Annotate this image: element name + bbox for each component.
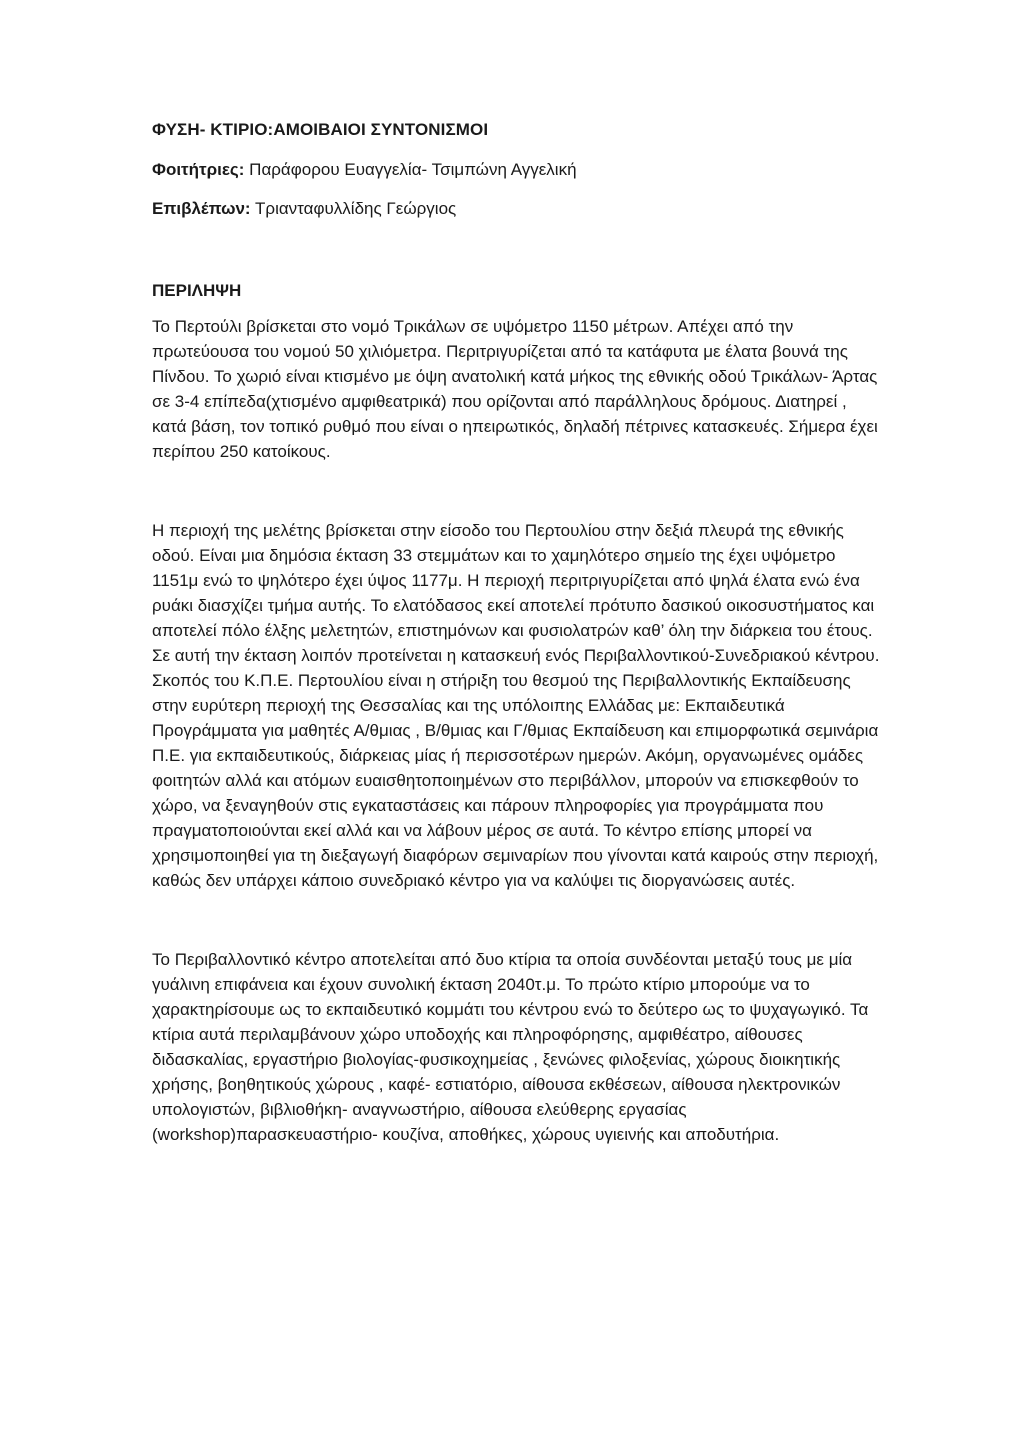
supervisor-line [152,199,882,219]
paragraph-purpose: Σκοπός του Κ.Π.Ε. Περτουλίου είναι η στήριξη του θεσμού της Περιβαλλοντικής Εκπαίδευσης στην ευρύτερη περιοχή της Θεσσαλίας και της υπόλοιπης Ελλάδας με: Εκπαιδευτικά Προγράμματα για μαθητές Α/θμιας , Β/θμιας και Γ/θμιας Εκπαίδευση και επιμορφωτικά σεμινάρια Π.Ε. για εκπαιδευτικούς, διάρκειας μίας ή περισσοτέρων ημερών. Ακόμη, οργανωμένες ομάδες φοιτητών αλλά και ατόμων ευαισθητοποιημένων στο περιβάλλον, μπορούν να επισκεφθούν το χώρο, να ξεναγηθούν στις εγκαταστάσεις και πάρουν πληροφορίες για προγράμματα που πραγματοποιούνται εκεί αλλά και να λάβουν μέρος σε αυτά. Το κέντρο επίσης μπορεί να χρησιμοποιηθεί για τη διεξαγωγή διαφόρων σεμιναρίων που γίνονται κατά καιρούς στην περιοχή, καθώς δεν υπάρχει κάποιο συνεδριακό κέντρο για να καλύψει τις διοργανώσεις αυτές. [152,671,879,890]
paragraph-buildings: Το Περιβαλλοντικό κέντρο αποτελείται από δυο κτίρια τα οποία συνδέονται μεταξύ τους με μία γυάλινη επιφάνεια και έχουν συνολική έκταση 2040τ.μ. Το πρώτο κτίριο μπορούμε να το χαρακτηρίσουμε ως το εκπαιδευτικό κομμάτι του κέντρου ενώ το δεύτερο ως το ψυχαγωγικό. Τα κτίρια αυτά περιλαμβάνουν χώρο υποδοχής και πληροφόρησης, αμφιθέατρο, αίθουσες διδασκαλίας, εργαστήριο βιολογίας-φυσικοχημείας , ξενώνες φιλοξενίας, χώρους διοικητικής χρήσης, βοηθητικούς χώρους , καφέ- εστιατόριο, αίθουσα εκθέσεων, αίθουσα ηλεκτρονικών υπολογιστών, βιβλιοθήκη- αναγνωστήριο, αίθουσα ελεύθερης εργασίας (workshop)παρασκευαστήριο- κουζίνα, αποθήκες, χώρους υγιεινής και αποδυτήρια. [152,950,869,1144]
document-page [152,120,882,1147]
students-line [152,160,882,180]
supervisor-label: Επιβλέπων: [152,199,251,218]
paragraph-location: Το Περτούλι βρίσκεται στο νομό Τρικάλων σε υψόμετρο 1150 μέτρων. Απέχει από την πρωτεύουσα του νομού 50 χιλιόμετρα. Περιτριγυρίζεται από τα κατάφυτα με έλατα βουνά της Πίνδου. Το χωριό είναι κτισμένο με όψη ανατολική κατά μήκος της εθνικής οδού Τρικάλων- Άρτας σε 3-4 επίπεδα(χτισμένο αμφιθεατρικά) που ορίζονται από παράλληλους δρόμους. Διατηρεί , κατά βάση, τον τοπικό ρυθμό που είναι ο ηπειρωτικός, δηλαδή πέτρινες κατασκευές. Σήμερα έχει περίπου 250 κατοίκους. [152,317,878,461]
supervisor-value: Τριανταφυλλίδης Γεώργιος [250,199,457,218]
students-label: Φοιτήτριες: [152,160,245,179]
students-value: Παράφορου Ευαγγελία- Τσιμπώνη Αγγελική [244,160,577,179]
summary-heading: ΠΕΡΙΛΗΨΗ [152,281,242,300]
document-title: ΦΥΣΗ- ΚΤΙΡΙΟ:ΑΜΟΙΒΑΙΟΙ ΣΥΝΤΟΝΙΣΜΟΙ [152,120,489,139]
paragraph-study-area: Η περιοχή της μελέτης βρίσκεται στην είσοδο του Περτουλίου στην δεξιά πλευρά της εθνικής οδού. Είναι μια δημόσια έκταση 33 στεμμάτων και το χαμηλότερο σημείο της έχει υψόμετρο 1151μ ενώ το ψηλότερο έχει ύψος 1177μ. Η περιοχή περιτριγυρίζεται από ψηλά έλατα ενώ ένα ρυάκι διασχίζει τμήμα αυτής. Το ελατόδασος εκεί αποτελεί πρότυπο δασικού οικοσυστήματος και αποτελεί πόλο έλξης μελετητών, επιστημόνων και φυσιολατρών καθ’ όλη την διάρκεια του έτους. Σε αυτή την έκταση λοιπόν προτείνεται η κατασκευή ενός Περιβαλλοντικού-Συνεδριακού κέντρου. [152,521,880,665]
